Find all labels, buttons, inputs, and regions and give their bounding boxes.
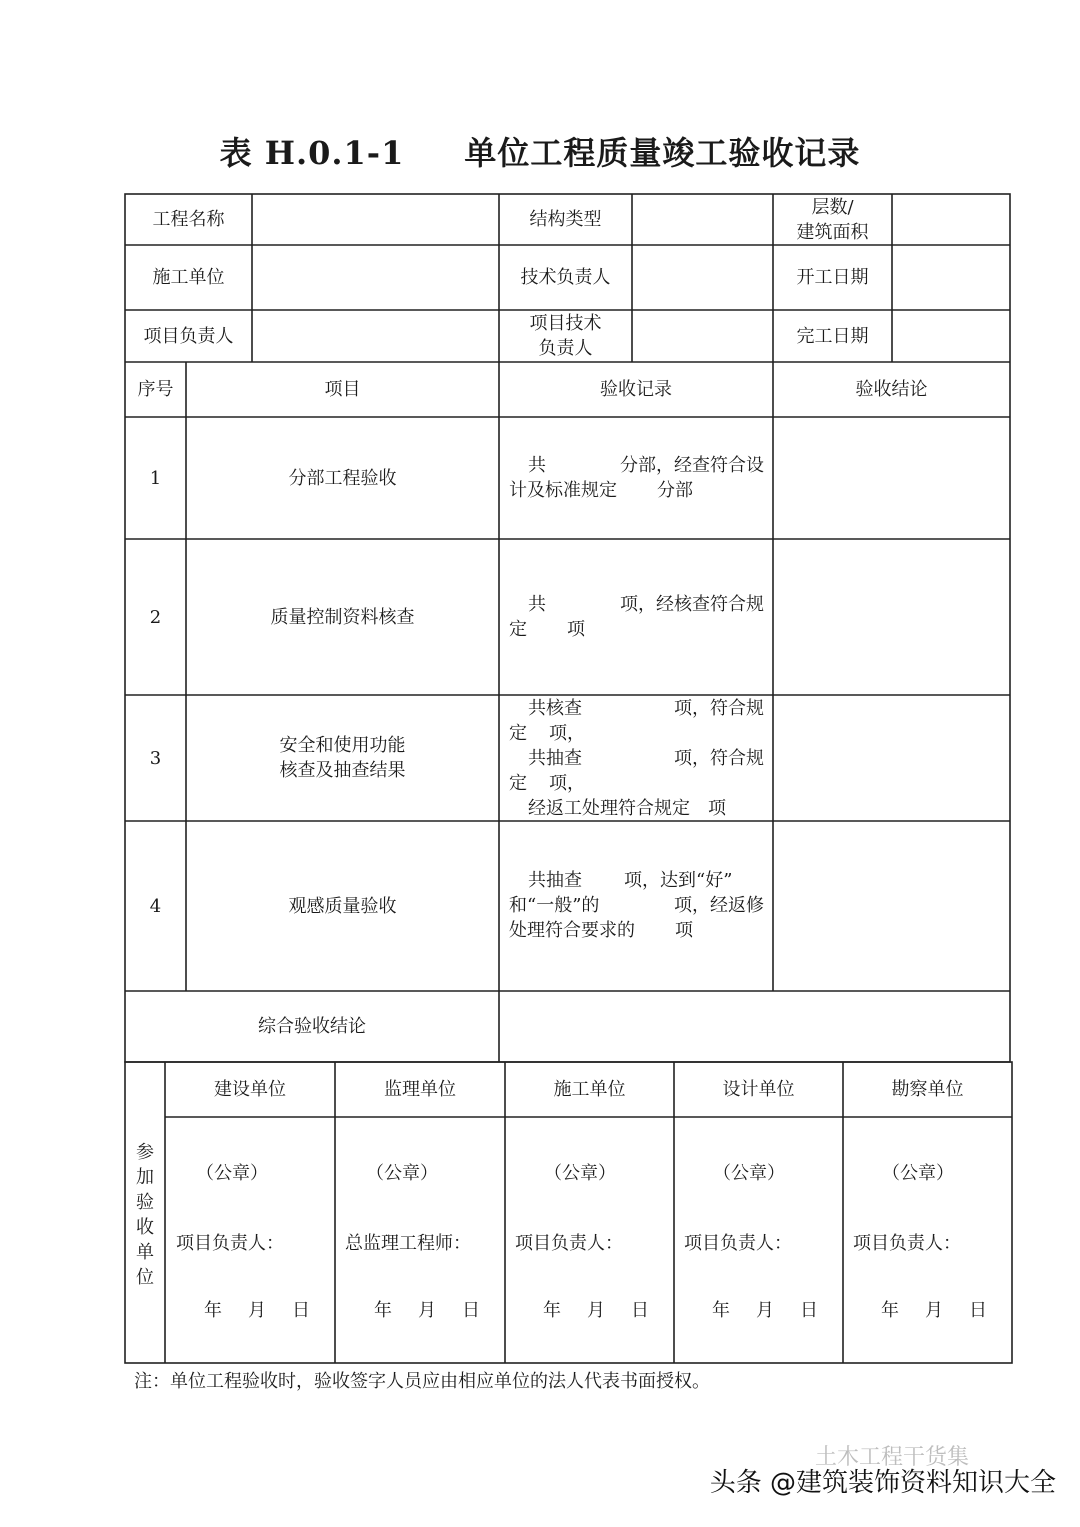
row-2-record-text: 项 [567, 619, 585, 640]
row-3-record-text: 共核查 [528, 698, 582, 719]
label-start-date: 开工日期 [796, 267, 869, 288]
row-4-record-text: 项 [675, 920, 693, 941]
participants-label-char: 验 [136, 1192, 154, 1213]
table-name: 单位工程质量竣工验收记录 [464, 134, 861, 172]
row-1-record-text: 计及标准规定 [509, 480, 617, 501]
row-2-item: 质量控制资料核查 [270, 606, 415, 628]
row-3-record [509, 696, 764, 821]
field-project-tech-lead[interactable] [632, 310, 773, 362]
row-1-record-text: 分部，经查符合设 [620, 455, 764, 476]
label-floors-line1: 层数/ [811, 196, 854, 218]
watermark-faint: 土木工程干货集 [815, 1445, 970, 1470]
signer-contractor: 项目负责人： [515, 1233, 623, 1254]
field-contractor[interactable] [252, 245, 499, 310]
row-1-item: 分部工程验收 [288, 467, 397, 489]
participants-label-char: 位 [136, 1267, 154, 1288]
label-ptl-line1: 项目技术 [529, 313, 602, 334]
column-header-record: 验收记录 [600, 379, 672, 400]
date-construction: 年 月 日 [204, 1300, 314, 1321]
row-2-record [509, 592, 764, 642]
field-floors-area[interactable] [892, 194, 1010, 245]
row-3-conclusion[interactable] [773, 695, 1010, 821]
unit-header-survey: 勘察单位 [891, 1079, 964, 1100]
label-project-name: 工程名称 [152, 209, 225, 230]
date-design: 年 月 日 [712, 1300, 822, 1321]
signer-design: 项目负责人： [684, 1233, 792, 1254]
row-3-record-text: 经返工处理符合规定 [528, 798, 690, 819]
row-3-record-text: 共抽查 [528, 748, 582, 769]
unit-header-design: 设计单位 [722, 1079, 795, 1100]
seal-survey: （公章） [882, 1163, 954, 1184]
label-project-manager: 项目负责人 [143, 325, 234, 347]
row-2-record-text: 定 [509, 619, 527, 640]
row-3-item-line1: 安全和使用功能 [279, 735, 406, 756]
watermark: 头条 @建筑装饰资料知识大全 [709, 1468, 1056, 1498]
row-1-record-text: 共 [528, 455, 546, 476]
unit-header-contractor: 施工单位 [553, 1079, 626, 1100]
column-header-no: 序号 [137, 379, 174, 400]
date-survey: 年 月 日 [881, 1300, 991, 1321]
unit-header-construction: 建设单位 [214, 1079, 286, 1100]
field-structure-type[interactable] [632, 194, 773, 245]
label-floors-line2: 建筑面积 [796, 221, 869, 243]
label-tech-lead: 技术负责人 [520, 267, 611, 288]
row-1-record-text: 分部 [657, 480, 693, 501]
column-header-conclusion: 验收结论 [855, 379, 928, 400]
seal-contractor: （公章） [544, 1163, 616, 1184]
seal-construction: （公章） [196, 1163, 268, 1184]
label-completion-date: 完工日期 [796, 325, 869, 347]
label-floors-area [773, 194, 892, 245]
row-3-item-line2: 核查及抽查结果 [279, 760, 406, 781]
row-4-record-text: 项，达到“好” [624, 870, 733, 891]
row-3-record-text: 项，符合规 [674, 698, 764, 719]
row-4-conclusion[interactable] [773, 821, 1010, 991]
participants-label [126, 1140, 164, 1290]
row-3-record-text: 项 [708, 798, 726, 819]
row-4-item: 观感质量验收 [288, 895, 397, 917]
row-1-no: 1 [149, 467, 162, 489]
participants-label-char: 单 [136, 1242, 154, 1263]
row-4-no: 4 [149, 895, 162, 917]
seal-supervision: （公章） [366, 1163, 438, 1184]
signer-construction: 项目负责人： [176, 1233, 284, 1254]
row-3-item [186, 695, 499, 821]
row-3-record-text: 定 [509, 723, 527, 744]
field-start-date[interactable] [892, 245, 1010, 310]
row-3-record-text: 项， [549, 723, 585, 744]
row-3-record-text: 项， [549, 773, 585, 794]
signer-survey: 项目负责人： [853, 1233, 961, 1254]
signer-supervision: 总监理工程师： [345, 1233, 471, 1254]
row-4-record-text: 处理符合要求的 [509, 920, 635, 941]
row-2-record-text: 项，经核查符合规 [620, 594, 764, 615]
date-contractor: 年 月 日 [543, 1300, 653, 1321]
row-1-record [509, 453, 764, 503]
row-2-conclusion[interactable] [773, 539, 1010, 695]
row-3-record-text: 项，符合规 [674, 748, 764, 769]
row-3-record-text: 定 [509, 773, 527, 794]
row-4-record-text: 共抽查 [528, 870, 582, 891]
field-project-name[interactable] [252, 194, 499, 245]
row-4-record-text: 和“一般”的 [509, 895, 600, 916]
label-contractor: 施工单位 [152, 267, 225, 288]
row-1-conclusion[interactable] [773, 417, 1010, 539]
footnote: 注：单位工程验收时，验收签字人员应由相应单位的法人代表书面授权。 [134, 1371, 710, 1392]
row-2-record-text: 共 [528, 594, 546, 615]
participants-label-char: 收 [136, 1217, 154, 1238]
row-3-no: 3 [149, 747, 162, 769]
label-ptl-line2: 负责人 [538, 338, 593, 359]
seal-design: （公章） [713, 1163, 785, 1184]
date-supervision: 年 月 日 [374, 1300, 484, 1321]
participants-label-char: 加 [136, 1167, 154, 1188]
row-4-record-text: 项，经返修 [674, 895, 764, 916]
field-completion-date[interactable] [892, 310, 1010, 362]
field-tech-lead[interactable] [632, 245, 773, 310]
row-2-no: 2 [149, 606, 162, 628]
participants-label-char: 参 [136, 1142, 154, 1163]
row-4-record [509, 868, 764, 943]
field-project-manager[interactable] [252, 310, 499, 362]
summary-label: 综合验收结论 [258, 1016, 366, 1037]
column-header-item: 项目 [324, 379, 361, 400]
summary-field[interactable] [499, 991, 1010, 1062]
label-structure-type: 结构类型 [529, 209, 602, 230]
label-project-tech-lead [499, 310, 632, 362]
unit-header-supervision: 监理单位 [384, 1079, 456, 1100]
table-code: 表 H.0.1-1 [219, 134, 405, 172]
